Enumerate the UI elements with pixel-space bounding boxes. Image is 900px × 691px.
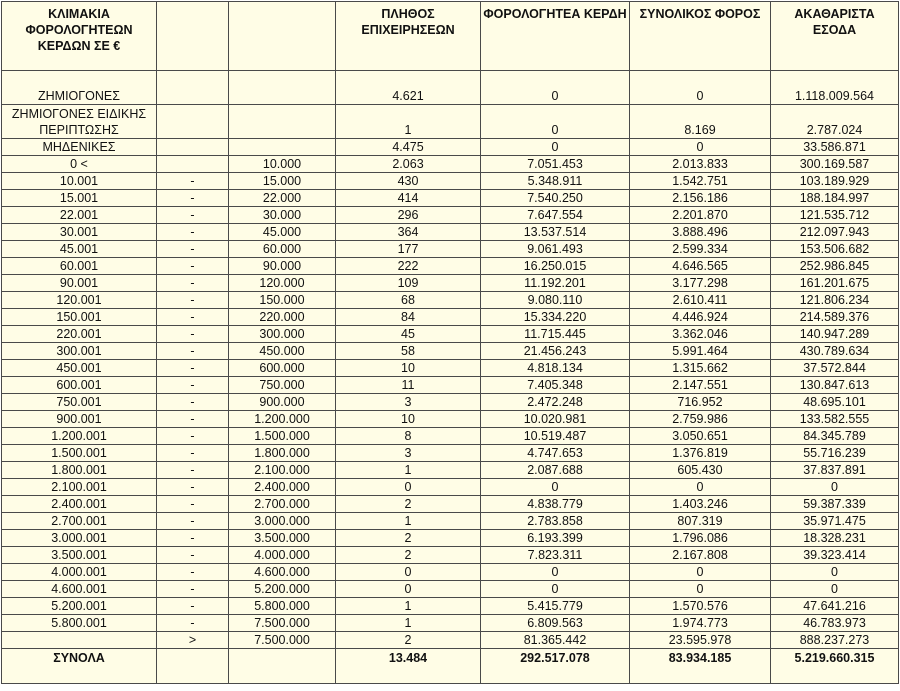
cell-profits: 2.472.248 [481,394,630,411]
row-separator: - [157,326,229,343]
table-row [2,292,899,309]
table-row [2,343,899,360]
table-row [2,105,899,139]
row-upper-bound: 7.500.000 [229,632,336,649]
cell-revenue: 0 [771,581,899,598]
cell-tax: 8.169 [630,105,771,139]
cell-revenue: 37.837.891 [771,462,899,479]
row-lower-bound: 3.000.001 [2,530,157,547]
cell-profits: 9.080.110 [481,292,630,309]
row-upper-bound: 150.000 [229,292,336,309]
totals-upper-bound [229,649,336,684]
row-separator: - [157,377,229,394]
cell-count: 2 [336,496,481,513]
row-separator: - [157,275,229,292]
row-separator: - [157,343,229,360]
row-separator [157,156,229,173]
cell-revenue: 2.787.024 [771,105,899,139]
header-revenue: ΑΚΑΘΑΡΙΣΤΑ ΕΣΟΔΑ [771,2,899,71]
row-lower-bound: 2.400.001 [2,496,157,513]
cell-count: 296 [336,207,481,224]
cell-count: 109 [336,275,481,292]
row-separator: - [157,581,229,598]
cell-tax: 1.796.086 [630,530,771,547]
table-row [2,360,899,377]
row-separator: - [157,224,229,241]
row-lower-bound: 15.001 [2,190,157,207]
cell-tax: 0 [630,581,771,598]
cell-tax: 716.952 [630,394,771,411]
cell-count: 1 [336,513,481,530]
cell-revenue: 300.169.587 [771,156,899,173]
row-separator: - [157,615,229,632]
row-lower-bound: 5.800.001 [2,615,157,632]
table-row [2,224,899,241]
row-separator [157,71,229,105]
cell-revenue: 47.641.216 [771,598,899,615]
cell-tax: 2.013.833 [630,156,771,173]
row-separator: - [157,411,229,428]
table-row [2,241,899,258]
cell-count: 1 [336,105,481,139]
table-row [2,258,899,275]
row-separator: - [157,394,229,411]
table-row [2,598,899,615]
table-row [2,547,899,564]
cell-count: 58 [336,343,481,360]
cell-profits: 0 [481,139,630,156]
cell-tax: 2.156.186 [630,190,771,207]
cell-revenue: 140.947.289 [771,326,899,343]
cell-profits: 6.193.399 [481,530,630,547]
header-separator [157,2,229,71]
row-separator: - [157,479,229,496]
cell-count: 430 [336,173,481,190]
row-label: ΜΗΔΕΝΙΚΕΣ [2,139,157,156]
row-separator: - [157,462,229,479]
cell-tax: 1.315.662 [630,360,771,377]
cell-revenue: 430.789.634 [771,343,899,360]
cell-profits: 4.818.134 [481,360,630,377]
cell-count: 11 [336,377,481,394]
row-lower-bound: 60.001 [2,258,157,275]
cell-profits: 5.348.911 [481,173,630,190]
cell-revenue: 133.582.555 [771,411,899,428]
cell-count: 4.475 [336,139,481,156]
table-row [2,173,899,190]
cell-tax: 0 [630,139,771,156]
row-upper-bound: 4.600.000 [229,564,336,581]
cell-profits: 10.020.981 [481,411,630,428]
table-row [2,615,899,632]
row-upper-bound: 900.000 [229,394,336,411]
cell-revenue: 1.118.009.564 [771,71,899,105]
cell-revenue: 0 [771,564,899,581]
row-separator: > [157,632,229,649]
cell-revenue: 130.847.613 [771,377,899,394]
cell-revenue: 0 [771,479,899,496]
cell-tax: 3.050.651 [630,428,771,445]
cell-tax: 4.446.924 [630,309,771,326]
row-separator: - [157,258,229,275]
row-separator: - [157,496,229,513]
totals-profits: 292.517.078 [481,649,630,684]
row-upper-bound: 1.200.000 [229,411,336,428]
table-row [2,207,899,224]
cell-profits: 5.415.779 [481,598,630,615]
cell-revenue: 39.323.414 [771,547,899,564]
cell-count: 0 [336,581,481,598]
row-separator: - [157,190,229,207]
table-row [2,156,899,173]
row-separator: - [157,547,229,564]
table-row [2,71,899,105]
row-lower-bound: 2.100.001 [2,479,157,496]
cell-tax: 3.888.496 [630,224,771,241]
table-row [2,462,899,479]
row-upper-bound [229,139,336,156]
table-row [2,479,899,496]
row-lower-bound: 900.001 [2,411,157,428]
row-separator: - [157,530,229,547]
row-upper-bound: 30.000 [229,207,336,224]
cell-profits: 7.647.554 [481,207,630,224]
cell-count: 1 [336,462,481,479]
table-row [2,496,899,513]
row-lower-bound: 600.001 [2,377,157,394]
table-row [2,445,899,462]
table-row [2,190,899,207]
cell-revenue: 55.716.239 [771,445,899,462]
table-row [2,530,899,547]
cell-count: 2 [336,530,481,547]
cell-count: 3 [336,445,481,462]
table-row [2,139,899,156]
row-upper-bound: 3.500.000 [229,530,336,547]
cell-profits: 9.061.493 [481,241,630,258]
table-row [2,309,899,326]
cell-profits: 81.365.442 [481,632,630,649]
row-upper-bound: 15.000 [229,173,336,190]
row-upper-bound: 22.000 [229,190,336,207]
totals-tax: 83.934.185 [630,649,771,684]
row-upper-bound: 5.800.000 [229,598,336,615]
cell-profits: 0 [481,105,630,139]
row-lower-bound: 4.600.001 [2,581,157,598]
table-row [2,377,899,394]
cell-tax: 2.599.334 [630,241,771,258]
cell-count: 84 [336,309,481,326]
cell-count: 177 [336,241,481,258]
cell-profits: 11.715.445 [481,326,630,343]
row-lower-bound: 0 < [2,156,157,173]
cell-count: 8 [336,428,481,445]
row-separator: - [157,207,229,224]
table-row [2,411,899,428]
cell-revenue: 103.189.929 [771,173,899,190]
cell-revenue: 46.783.973 [771,615,899,632]
cell-revenue: 121.806.234 [771,292,899,309]
cell-profits: 4.838.779 [481,496,630,513]
row-upper-bound: 10.000 [229,156,336,173]
row-separator: - [157,598,229,615]
row-lower-bound: 750.001 [2,394,157,411]
cell-profits: 7.405.348 [481,377,630,394]
header-tax: ΣΥΝΟΛΙΚΟΣ ΦΟΡΟΣ [630,2,771,71]
cell-revenue: 18.328.231 [771,530,899,547]
cell-count: 222 [336,258,481,275]
row-upper-bound: 45.000 [229,224,336,241]
cell-profits: 0 [481,71,630,105]
table-row [2,428,899,445]
cell-tax: 1.570.576 [630,598,771,615]
row-label: ΖΗΜΙΟΓΟΝΕΣ [2,71,157,105]
cell-count: 2.063 [336,156,481,173]
row-lower-bound: 150.001 [2,309,157,326]
cell-profits: 7.051.453 [481,156,630,173]
cell-count: 0 [336,479,481,496]
row-upper-bound: 750.000 [229,377,336,394]
cell-revenue: 161.201.675 [771,275,899,292]
cell-revenue: 153.506.682 [771,241,899,258]
cell-tax: 0 [630,564,771,581]
row-lower-bound: 4.000.001 [2,564,157,581]
row-lower-bound: 22.001 [2,207,157,224]
table-row [2,394,899,411]
cell-count: 10 [336,360,481,377]
row-lower-bound: 450.001 [2,360,157,377]
table-row [2,326,899,343]
cell-count: 414 [336,190,481,207]
cell-profits: 6.809.563 [481,615,630,632]
cell-tax: 23.595.978 [630,632,771,649]
totals-separator [157,649,229,684]
row-lower-bound: 300.001 [2,343,157,360]
header-profits: ΦΟΡΟΛΟΓΗΤΕΑ ΚΕΡΔΗ [481,2,630,71]
table-row [2,581,899,598]
row-lower-bound: 45.001 [2,241,157,258]
cell-revenue: 59.387.339 [771,496,899,513]
row-lower-bound: 10.001 [2,173,157,190]
header-upper-bound [229,2,336,71]
row-separator: - [157,428,229,445]
cell-tax: 3.362.046 [630,326,771,343]
cell-profits: 16.250.015 [481,258,630,275]
row-upper-bound: 5.200.000 [229,581,336,598]
cell-revenue: 37.572.844 [771,360,899,377]
cell-tax: 0 [630,479,771,496]
cell-tax: 1.974.773 [630,615,771,632]
row-upper-bound: 300.000 [229,326,336,343]
cell-tax: 2.167.808 [630,547,771,564]
row-separator: - [157,309,229,326]
cell-count: 4.621 [336,71,481,105]
row-lower-bound: 90.001 [2,275,157,292]
row-separator: - [157,445,229,462]
cell-profits: 4.747.653 [481,445,630,462]
row-separator: - [157,360,229,377]
row-lower-bound: 5.200.001 [2,598,157,615]
cell-profits: 0 [481,564,630,581]
header-bracket: ΚΛΙΜΑΚΙΑ ΦΟΡΟΛΟΓΗΤΕΩΝ ΚΕΡΔΩΝ ΣΕ € [2,2,157,71]
row-separator: - [157,173,229,190]
row-upper-bound: 2.700.000 [229,496,336,513]
row-lower-bound: 30.001 [2,224,157,241]
cell-profits: 0 [481,581,630,598]
cell-tax: 2.147.551 [630,377,771,394]
row-lower-bound [2,632,157,649]
row-separator: - [157,513,229,530]
row-lower-bound: 1.500.001 [2,445,157,462]
row-separator: - [157,564,229,581]
cell-revenue: 212.097.943 [771,224,899,241]
cell-profits: 13.537.514 [481,224,630,241]
row-upper-bound: 120.000 [229,275,336,292]
table-body [2,71,899,684]
cell-tax: 5.991.464 [630,343,771,360]
table-row [2,275,899,292]
cell-profits: 7.540.250 [481,190,630,207]
cell-revenue: 888.237.273 [771,632,899,649]
cell-count: 3 [336,394,481,411]
header-row [2,2,899,71]
cell-count: 45 [336,326,481,343]
cell-count: 2 [336,547,481,564]
cell-tax: 4.646.565 [630,258,771,275]
cell-profits: 7.823.311 [481,547,630,564]
cell-profits: 21.456.243 [481,343,630,360]
tax-brackets-table [1,1,899,684]
cell-tax: 1.376.819 [630,445,771,462]
row-label: ΖΗΜΙΟΓΟΝΕΣ ΕΙΔΙΚΗΣ ΠΕΡΙΠΤΩΣΗΣ [2,105,157,139]
cell-tax: 0 [630,71,771,105]
cell-revenue: 188.184.997 [771,190,899,207]
totals-row [2,649,899,684]
cell-tax: 1.542.751 [630,173,771,190]
cell-count: 68 [336,292,481,309]
table-row [2,632,899,649]
cell-tax: 807.319 [630,513,771,530]
row-separator [157,139,229,156]
row-separator: - [157,292,229,309]
row-upper-bound: 1.500.000 [229,428,336,445]
row-lower-bound: 1.200.001 [2,428,157,445]
row-lower-bound: 3.500.001 [2,547,157,564]
row-upper-bound: 450.000 [229,343,336,360]
cell-revenue: 252.986.845 [771,258,899,275]
cell-tax: 2.201.870 [630,207,771,224]
cell-tax: 2.759.986 [630,411,771,428]
totals-revenue: 5.219.660.315 [771,649,899,684]
row-lower-bound: 2.700.001 [2,513,157,530]
cell-profits: 2.783.858 [481,513,630,530]
cell-profits: 2.087.688 [481,462,630,479]
cell-count: 10 [336,411,481,428]
row-upper-bound: 220.000 [229,309,336,326]
cell-count: 1 [336,598,481,615]
cell-tax: 2.610.411 [630,292,771,309]
row-upper-bound [229,105,336,139]
row-upper-bound: 2.400.000 [229,479,336,496]
row-separator: - [157,241,229,258]
cell-count: 1 [336,615,481,632]
cell-revenue: 35.971.475 [771,513,899,530]
cell-revenue: 33.586.871 [771,139,899,156]
cell-tax: 3.177.298 [630,275,771,292]
row-lower-bound: 120.001 [2,292,157,309]
cell-tax: 1.403.246 [630,496,771,513]
row-upper-bound: 7.500.000 [229,615,336,632]
cell-count: 2 [336,632,481,649]
cell-revenue: 84.345.789 [771,428,899,445]
row-upper-bound: 3.000.000 [229,513,336,530]
table-row [2,513,899,530]
totals-count: 13.484 [336,649,481,684]
cell-count: 364 [336,224,481,241]
cell-revenue: 214.589.376 [771,309,899,326]
row-upper-bound: 4.000.000 [229,547,336,564]
cell-revenue: 121.535.712 [771,207,899,224]
row-upper-bound: 2.100.000 [229,462,336,479]
row-separator [157,105,229,139]
row-upper-bound: 60.000 [229,241,336,258]
cell-revenue: 48.695.101 [771,394,899,411]
cell-count: 0 [336,564,481,581]
row-lower-bound: 220.001 [2,326,157,343]
header-count: ΠΛΗΘΟΣ ΕΠΙΧΕΙΡΗΣΕΩΝ [336,2,481,71]
cell-profits: 15.334.220 [481,309,630,326]
row-upper-bound: 90.000 [229,258,336,275]
row-upper-bound [229,71,336,105]
totals-label: ΣΥΝΟΛΑ [2,649,157,684]
cell-profits: 11.192.201 [481,275,630,292]
row-upper-bound: 600.000 [229,360,336,377]
cell-profits: 0 [481,479,630,496]
table-row [2,564,899,581]
cell-profits: 10.519.487 [481,428,630,445]
row-lower-bound: 1.800.001 [2,462,157,479]
row-upper-bound: 1.800.000 [229,445,336,462]
cell-tax: 605.430 [630,462,771,479]
